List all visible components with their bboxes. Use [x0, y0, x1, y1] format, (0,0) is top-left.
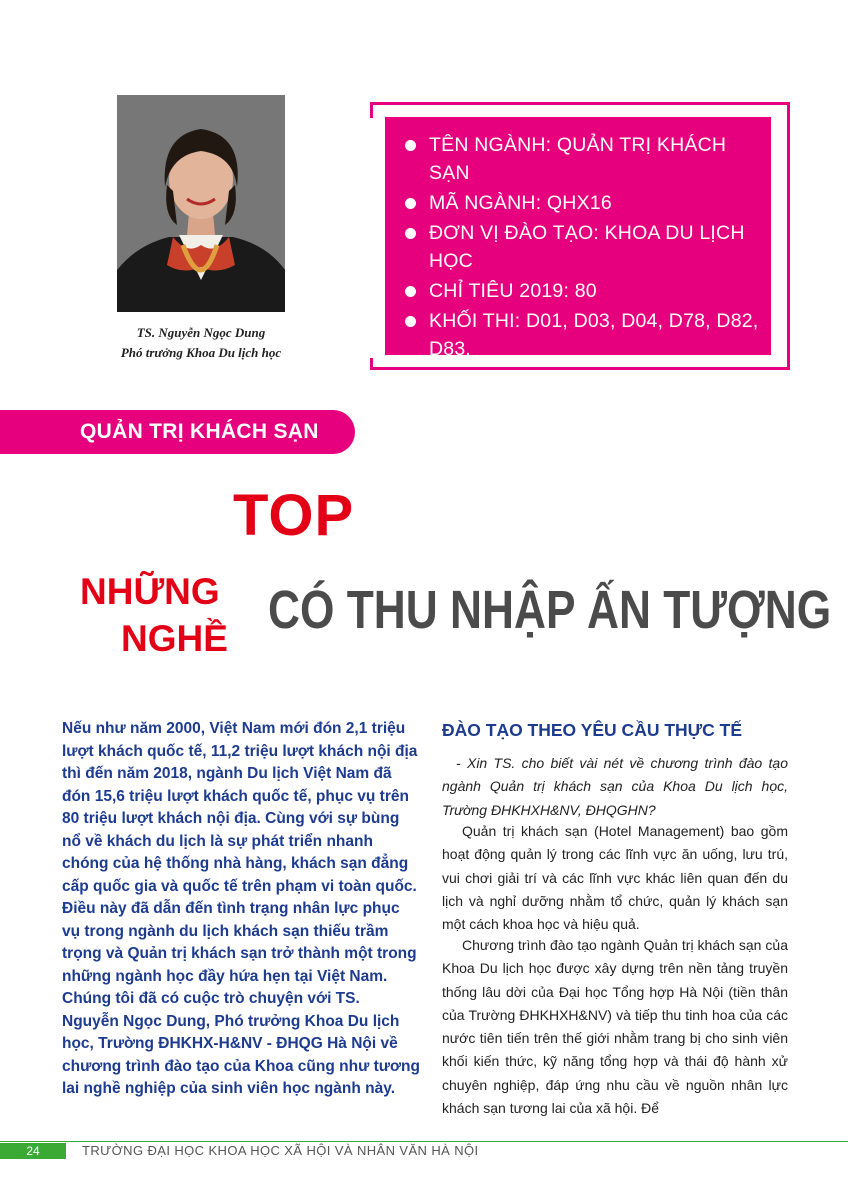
photo-caption-title: Phó trưởng Khoa Du lịch học: [120, 345, 282, 360]
interview-question: - Xin TS. cho biết vài nét về chương trình đào tạo ngành Quản trị khách sạn của Khoa Du lịch học, Trường ĐHKHXH&NV, ĐHQGHN?: [442, 755, 788, 818]
bullet-icon: [405, 140, 416, 151]
info-item: MÃ NGÀNH: QHX16: [403, 189, 759, 217]
article-paragraph: Quản trị khách sạn (Hotel Management) bao gồm hoạt động quản lý trong các lĩnh vực ăn uống, lưu trú, vui chơi giải trí và các lĩnh vực khác liên quan đến du lịch và nghỉ dưỡng nhằm tổ chức, quản lý khách sạn một cách khoa học và hiệu quả.: [442, 823, 788, 933]
photo-caption-name: TS. Nguyễn Ngọc Dung: [136, 325, 266, 340]
portrait-photo: [117, 95, 285, 312]
program-info-box: [385, 117, 771, 360]
info-item: CHỈ TIÊU 2019: 80: [403, 277, 759, 305]
bullet-icon: [405, 198, 416, 209]
article-paragraph: Chương trình đào tạo ngành Quản trị khách sạn của Khoa Du lịch học được xây dựng trên nền tảng truyền thống lâu dời của Đại học Tổng hợp Hà Nội (tiền thân của Trường ĐHKHXH&NV) và tiếp thu tinh hoa của các nước tiên tiến trên thế giới nhằm trang bị cho sinh viên khối kiến thức, kỹ năng tổng hợp và thái độ hành xử chuyên nghiệp, đáp ứng nhu cầu về nguồn nhân lực khách sạn tương lai của xã hội. Để: [442, 937, 788, 1117]
page-number: 24: [0, 1143, 66, 1159]
article-subhead: ĐÀO TẠO THEO YÊU CẦU THỰC TẾ: [442, 720, 743, 740]
info-item: TÊN NGÀNH: QUẢN TRỊ KHÁCH SẠN: [403, 131, 759, 187]
info-item: KHỐI THI: D01, D03, D04, D78, D82, D83.: [403, 307, 759, 363]
info-item: ĐƠN VỊ ĐÀO TẠO: KHOA DU LỊCH HỌC: [403, 219, 759, 275]
headline-nghe: NGHỀ: [121, 618, 228, 659]
section-label: QUẢN TRỊ KHÁCH SẠN: [80, 420, 319, 443]
bullet-icon: [405, 228, 416, 239]
bullet-icon: [405, 316, 416, 327]
headline-main: CÓ THU NHẬP ẤN TƯỢNG: [268, 580, 832, 640]
headline-nhung: NHỮNG: [80, 571, 220, 612]
lede-paragraph: Nếu như năm 2000, Việt Nam mới đón 2,1 triệu lượt khách quốc tế, 11,2 triệu lượt khách nội địa thì đến năm 2018, ngành Du lịch Việt Nam đã đón 15,6 triệu lượt khách quốc tế, phục vụ trên 80 triệu lượt khách nội địa. Cùng với sự bùng nổ về khách du lịch là sự phát triển nhanh chóng của hệ thống nhà hàng, khách sạn đẳng cấp quốc gia và quốc tế trên phạm vi toàn quốc. Điều này đã dẫn đến tình trạng nhân lực phục vụ trong ngành du lịch khách sạn thiếu trầm trọng và Quản trị khách sạn trở thành một trong những ngành học đầy hứa hẹn tại Việt Nam. Chúng tôi đã có cuộc trò chuyện với TS. Nguyễn Ngọc Dung, Phó trưởng Khoa Du lịch học, Trường ĐHKHX-H&NV - ĐHQG Hà Nội về chương trình đào tạo của Khoa cũng như tương lai nghề nghiệp của sinh viên học ngành này.: [62, 720, 420, 1097]
headline-top: TOP: [233, 483, 355, 548]
bullet-icon: [405, 286, 416, 297]
footer-rule: [0, 1141, 848, 1142]
section-band: [0, 410, 355, 454]
footer-publication: TRƯỜNG ĐẠI HỌC KHOA HỌC XÃ HỘI VÀ NHÂN VĂN HÀ NỘI: [82, 1143, 479, 1158]
